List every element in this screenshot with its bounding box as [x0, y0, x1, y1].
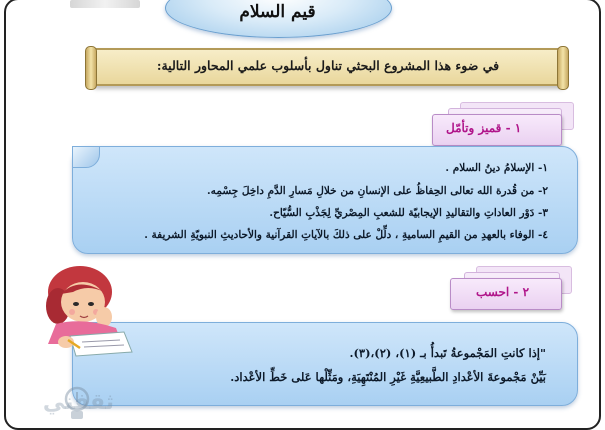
- watermark-text: ثقفني: [42, 390, 114, 415]
- header-logo-strip: [70, 0, 140, 8]
- list-item: ١- الإسلامُ دينُ السلام .: [445, 162, 548, 174]
- girl-studying-illustration: [28, 262, 138, 357]
- section2-panel: [72, 322, 578, 406]
- problem-line: "إذا كانتِ المَجْموعةُ تَبدأُ بـ (١)، (٢)،(٣).: [349, 346, 546, 360]
- list-item: ٢- من قُدرة الله تعالى الحِفاظُ على الإنسانِ من خلالِ مَسارِ الدَّمِ داخِلَ جِسْمِه.: [207, 185, 548, 197]
- section1-heading-tab: [432, 102, 580, 148]
- intro-text: في ضوء هذا المشروع البحثي تناول بأسلوب علمي المحاور التالية:: [156, 58, 500, 73]
- section2-heading: ٢ - احسب: [476, 285, 530, 299]
- problem-line: بَيِّنْ مَجْموعةَ الأعْدادِ الطَّبيعِيَّةِ غَيْرِ المُنْتَهِيَةِ، ومَثِّلْها عَلى خَطِّ الأعْداد.: [230, 370, 546, 384]
- page-title: قيم السلام: [239, 2, 316, 22]
- section1-heading: ١ - قميز وتأمّل: [446, 121, 522, 135]
- list-item: ٣- دَوْر العاداتِ والتقاليدِ الإيجابيّة للشعبِ المِصْريِّ لِجَذْبِ السُّيّاح.: [269, 207, 548, 219]
- list-item: ٤- الوفاء بالعهدِ من القيمِ الساميةِ ، دلِّلْ على ذلكَ بالآياتِ القرآنية والأحاديثِ النبويّةِ الشريفة .: [144, 229, 548, 241]
- section2-heading-tab: [450, 266, 578, 312]
- section1-list: [100, 160, 548, 250]
